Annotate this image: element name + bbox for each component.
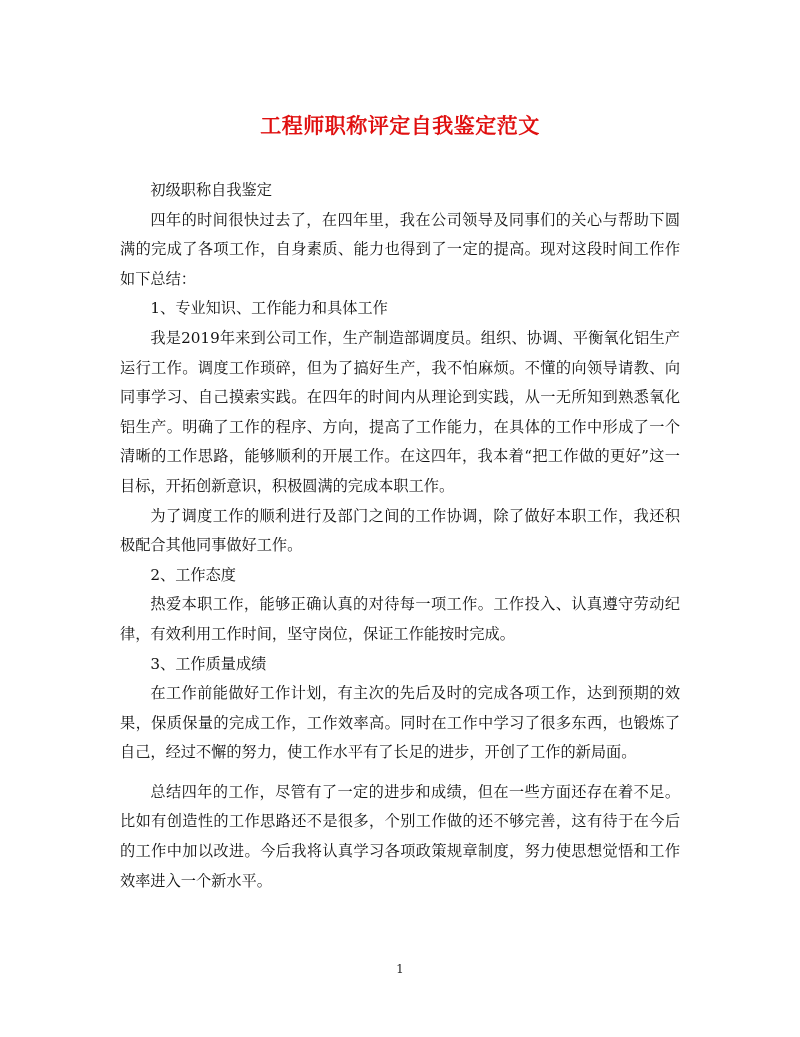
document-title: 工程师职称评定自我鉴定范文 [260, 113, 540, 138]
paragraph-section-2: 热爱本职工作，能够正确认真的对待每一项工作。工作投入、认真遵守劳动纪律，有效利用工作时间，坚守岗位，保证工作能按时完成。 [120, 595, 680, 643]
section-heading-3: 3、工作质量成绩 [150, 654, 267, 673]
paragraph-intro: 四年的时间很快过去了，在四年里，我在公司领导及同事们的关心与帮助下圆满的完成了各项工作，自身素质、能力也得到了一定的提高。现对这段时间工作作如下总结： [120, 210, 680, 288]
section-heading-1: 1、专业知识、工作能力和具体工作 [150, 299, 388, 318]
paragraph-summary: 总结四年的工作，尽管有了一定的进步和成绩，但在一些方面还存在着不足。比如有创造性的工作思路还不是很多，个别工作做的还不够完善，这有待于在今后的工作中加以改进。今后我将认真学习各项政策规章制度，努力使思想觉悟和工作效率进入一个新水平。 [120, 782, 680, 890]
section-heading-2: 2、工作态度 [150, 565, 236, 584]
document-body [120, 176, 680, 896]
paragraph-section-1: 我是2019年来到公司工作，生产制造部调度员。组织、协调、平衡氧化铝生产运行工作。调度工作琐碎，但为了搞好生产，我不怕麻烦。不懂的向领导请教、向同事学习、自己摸索实践。在四年的时间内从理论到实践，从一无所知到熟悉氧化铝生产。明确了工作的程序、方向，提高了工作能力，在具体的工作中形成了一个清晰的工作思路，能够顺利的开展工作。在这四年，我本着“把工作做的更好”这一目标，开拓创新意识，积极圆满的完成本职工作。 [120, 328, 680, 495]
paragraph-section-3: 在工作前能做好工作计划，有主次的先后及时的完成各项工作，达到预期的效果，保质保量的完成工作，工作效率高。同时在工作中学习了很多东西，也锻炼了自己，经过不懈的努力，使工作水平有了长足的进步，开创了工作的新局面。 [120, 684, 680, 762]
page-number: 1 [396, 962, 404, 976]
paragraph-heading-primary: 初级职称自我鉴定 [150, 181, 272, 199]
paragraph-section-1-extra: 为了调度工作的顺利进行及部门之间的工作协调，除了做好本职工作，我还积极配合其他同事做好工作。 [120, 506, 680, 555]
